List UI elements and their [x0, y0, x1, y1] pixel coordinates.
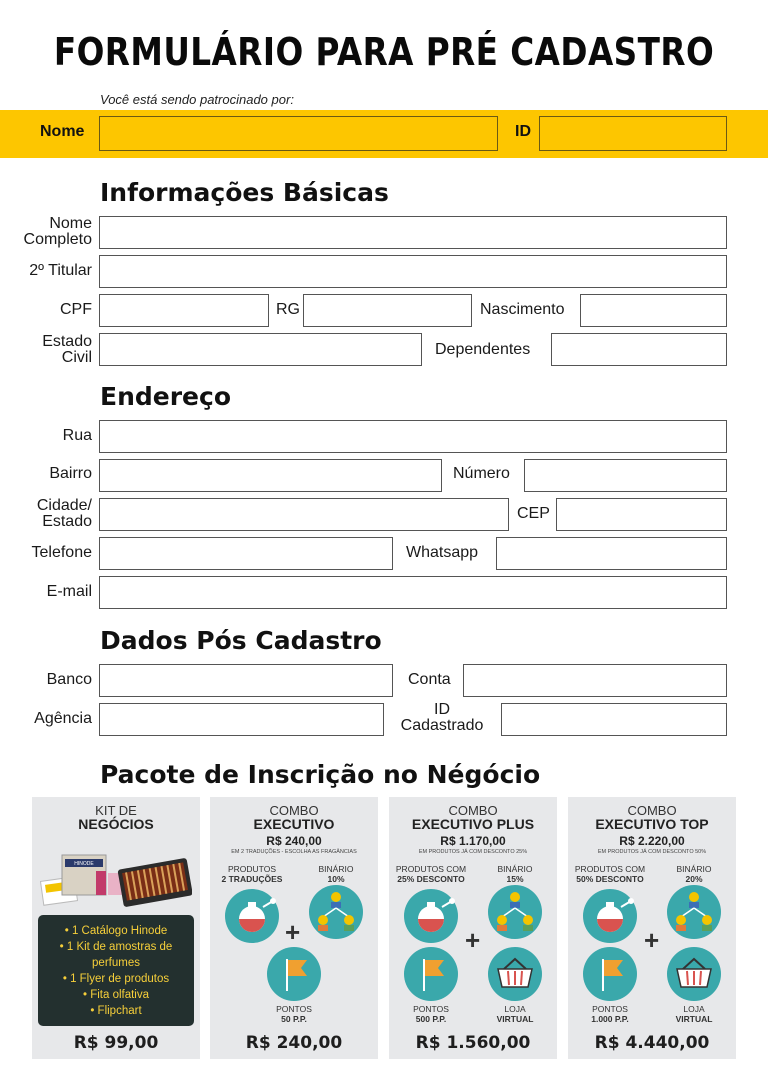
shopping-basket-icon [488, 947, 542, 1001]
section-post-register: Dados Pós Cadastro [100, 626, 382, 655]
label-nome-completo [0, 216, 92, 248]
network-people-icon [309, 885, 363, 939]
binary-caption-l1: BINÁRIO [318, 864, 354, 874]
sponsor-name-label: Nome [40, 123, 85, 140]
id-cadastrado-field[interactable] [501, 703, 727, 736]
points-caption [260, 1004, 328, 1024]
kit-products-image [40, 845, 192, 909]
binary-caption-l2: 10% [327, 874, 345, 884]
kit-items-list [38, 915, 194, 1026]
binary-caption [485, 864, 545, 884]
label-numero: Número [453, 465, 510, 482]
label-nome-completo-l1: Nome [49, 215, 92, 232]
package-cards [32, 797, 736, 1059]
telefone-field[interactable] [99, 537, 393, 570]
sponsor-name-field[interactable] [99, 116, 498, 151]
conta-field[interactable] [463, 664, 727, 697]
bairro-field[interactable] [99, 459, 442, 492]
package-card-executivo-plus[interactable] [389, 797, 557, 1059]
cep-field[interactable] [556, 498, 727, 531]
titular2-field[interactable] [99, 255, 727, 288]
label-email: E-mail [46, 583, 92, 600]
products-caption-l2: 50% DESCONTO [576, 874, 644, 884]
label-id-cadastrado-l1: ID [434, 701, 450, 718]
whatsapp-field[interactable] [496, 537, 727, 570]
binary-caption-l1: BINÁRIO [676, 864, 712, 874]
package-total: R$ 99,00 [73, 1033, 159, 1053]
products-caption-l1: PRODUTOS COM [574, 864, 646, 874]
label-estado-civil [0, 334, 92, 366]
label-2-titular: 2º Titular [29, 262, 92, 279]
store-caption [481, 1004, 549, 1024]
package-line2: EXECUTIVO PLUS [411, 816, 535, 832]
products-caption [214, 864, 290, 884]
package-card-executivo[interactable] [210, 797, 378, 1059]
shopping-basket-icon [667, 947, 721, 1001]
label-id-cadastrado-l2: Cadastrado [400, 717, 484, 734]
binary-caption [664, 864, 724, 884]
points-caption-l1: PONTOS [276, 1004, 312, 1014]
flag-icon [583, 947, 637, 1001]
package-kit-line1: KIT DE [95, 803, 137, 818]
package-price: R$ 1.170,00 [440, 834, 506, 848]
nascimento-field[interactable] [580, 294, 727, 327]
package-line1: COMBO [269, 803, 319, 818]
package-line1: COMBO [448, 803, 498, 818]
store-caption-l1: LOJA [504, 1004, 526, 1014]
store-caption-l1: LOJA [683, 1004, 705, 1014]
kit-item: • 1 Kit de amostras de [59, 941, 173, 953]
kit-item: perfumes [92, 957, 140, 969]
label-nascimento: Nascimento [480, 301, 565, 318]
rua-field[interactable] [99, 420, 727, 453]
label-agencia: Agência [34, 710, 92, 727]
package-total: R$ 240,00 [245, 1033, 343, 1053]
page-title: FORMULÁRIO PARA PRÉ CADASTRO [53, 30, 715, 74]
label-telefone: Telefone [31, 544, 92, 561]
products-caption-l2: 2 TRADUÇÕES [221, 874, 283, 884]
dependentes-field[interactable] [551, 333, 727, 366]
label-conta: Conta [408, 671, 451, 688]
store-caption-l2: VIRTUAL [496, 1014, 534, 1024]
package-note: EM 2 TRADUÇÕES - ESCOLHA AS FRAGÂNCIAS [231, 849, 357, 855]
section-basic-info: Informações Básicas [100, 178, 389, 207]
binary-caption [306, 864, 366, 884]
kit-item: • Fita olfativa [82, 989, 150, 1001]
binary-caption-l1: BINÁRIO [497, 864, 533, 874]
label-rg: RG [276, 301, 300, 318]
products-caption-l1: PRODUTOS COM [395, 864, 467, 874]
label-estado-civil-l1: Estado [42, 333, 92, 350]
package-price: R$ 240,00 [266, 834, 322, 848]
store-caption-l2: VIRTUAL [675, 1014, 713, 1024]
package-card-kit[interactable] [32, 797, 200, 1059]
points-caption-l2: 1.000 P.P. [591, 1014, 629, 1024]
points-caption-l1: PONTOS [413, 1004, 449, 1014]
products-caption [570, 864, 650, 884]
package-line2: EXECUTIVO TOP [595, 816, 709, 832]
perfume-bottle-icon [225, 889, 279, 943]
label-cep: CEP [517, 505, 550, 522]
package-total: R$ 1.560,00 [415, 1033, 531, 1053]
kit-item: • 1 Catálogo Hinode [64, 925, 168, 937]
perfume-bottle-icon [404, 889, 458, 943]
binary-caption-l2: 15% [506, 874, 524, 884]
package-total: R$ 4.440,00 [594, 1033, 710, 1053]
network-people-icon [667, 885, 721, 939]
kit-item: • Flipchart [90, 1005, 142, 1017]
rg-field[interactable] [303, 294, 472, 327]
products-caption-l1: PRODUTOS [227, 864, 277, 874]
label-banco: Banco [46, 671, 92, 688]
flag-icon [267, 947, 321, 1001]
flag-icon [404, 947, 458, 1001]
plus-icon: + [644, 925, 660, 955]
package-kit-line2: NEGÓCIOS [78, 816, 154, 832]
email-field[interactable] [99, 576, 727, 609]
label-dependentes: Dependentes [435, 341, 531, 358]
plus-icon: + [465, 925, 481, 955]
points-caption [576, 1004, 644, 1024]
package-price: R$ 2.220,00 [619, 834, 685, 848]
package-note: EM PRODUTOS JÁ COM DESCONTO 25% [418, 849, 528, 855]
kit-item: • 1 Flyer de produtos [62, 973, 170, 985]
products-caption-l2: 25% DESCONTO [397, 874, 465, 884]
cidade-estado-field[interactable] [99, 498, 509, 531]
points-caption [397, 1004, 465, 1024]
section-package: Pacote de Inscrição no Négócio [100, 760, 541, 789]
agencia-field[interactable] [99, 703, 384, 736]
products-caption [391, 864, 471, 884]
package-card-executivo-top[interactable] [568, 797, 736, 1059]
label-cpf: CPF [60, 301, 92, 318]
package-note: EM PRODUTOS JÁ COM DESCONTO 50% [597, 849, 707, 855]
label-cidade-l1: Cidade/ [36, 497, 92, 514]
points-caption-l2: 50 P.P. [281, 1014, 307, 1024]
sponsor-bar [0, 110, 768, 158]
binary-caption-l2: 20% [685, 874, 703, 884]
sponsor-note: Você está sendo patrocinado por: [100, 92, 294, 107]
banco-field[interactable] [99, 664, 393, 697]
sponsor-id-field[interactable] [539, 116, 727, 151]
label-cidade-l2: Estado [42, 513, 92, 530]
points-caption-l1: PONTOS [592, 1004, 628, 1014]
points-caption-l2: 500 P.P. [415, 1014, 447, 1024]
kit-brand-text: HINODE [74, 861, 94, 867]
label-bairro: Bairro [49, 465, 92, 482]
label-rua: Rua [62, 427, 92, 444]
label-nome-completo-l2: Completo [23, 231, 92, 248]
plus-icon: + [285, 917, 301, 947]
package-line2: EXECUTIVO [253, 816, 335, 832]
perfume-bottle-icon [583, 889, 637, 943]
network-people-icon [488, 885, 542, 939]
label-cidade-estado [0, 498, 92, 530]
estado-civil-field[interactable] [99, 333, 422, 366]
nome-completo-field[interactable] [99, 216, 727, 249]
label-whatsapp: Whatsapp [406, 544, 479, 561]
cpf-field[interactable] [99, 294, 269, 327]
package-line1: COMBO [627, 803, 677, 818]
sponsor-id-label: ID [515, 123, 531, 140]
label-id-cadastrado [390, 702, 494, 734]
store-caption [660, 1004, 728, 1024]
section-address: Endereço [100, 382, 232, 411]
numero-field[interactable] [524, 459, 727, 492]
label-estado-civil-l2: Civil [61, 349, 92, 366]
